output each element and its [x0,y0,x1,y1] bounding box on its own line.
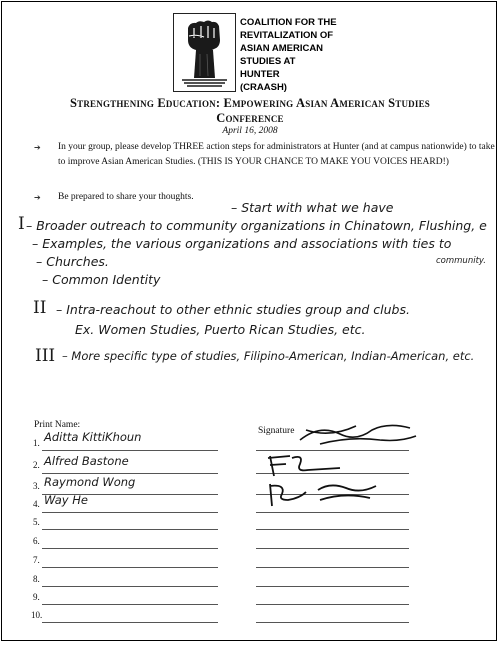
row-number: 4. [33,499,40,509]
signup-name: Alfred Bastone [44,454,129,468]
row-number: 10. [31,610,43,620]
handwritten-intra: – Intra-reachout to other ethnic studies group and clubs. [56,302,410,317]
document-page [1,1,497,641]
signature-line [256,548,409,549]
handwritten-outreach: – Broader outreach to community organizations in Chinatown, Flushing, e [26,218,487,233]
handwritten-churches: – Churches. [36,254,109,269]
row-number: 6. [33,536,40,546]
signature-line [256,567,409,568]
name-line [42,450,218,451]
name-line [42,529,218,530]
instruction-item-2: Be prepared to share your thoughts. [58,192,194,202]
signature-line [256,529,409,530]
signature-scribble-3 [260,478,390,510]
signature-scribble-1 [260,420,420,454]
instruction-item-1: In your group, please develop THREE action steps for administrators at Hunter (and at campus nationwide) to take to improve Asian American Studies. (THIS IS YOUR CHANCE TO MAKE YOU VOICES HEARD!) [58,142,495,167]
handwritten-roman-3: III [35,346,56,366]
name-line [42,586,218,587]
signature-line [256,512,409,513]
bullet-icon: ➔ [34,193,41,202]
conference-title-line1: Strengthening Education: Empowering Asian American Studies [69,96,430,110]
signup-name: Raymond Wong [44,475,136,489]
handwritten-community: community. [436,256,486,266]
name-line [42,512,218,513]
name-line [42,473,218,474]
row-number: 3. [33,481,40,491]
print-name-label: Print Name: [34,420,81,430]
handwritten-intra-examples: Ex. Women Studies, Puerto Rican Studies, etc. [75,322,366,337]
name-line [42,548,218,549]
handwritten-identity: – Common Identity [42,272,161,287]
signup-name: Aditta KittiKhoun [44,430,142,444]
conference-title [2,96,498,126]
handwritten-roman-2: II [33,298,47,318]
handwritten-roman-1: I [18,214,25,234]
row-number: 9. [33,592,40,602]
signature-line [256,586,409,587]
row-number: 2. [33,460,40,470]
handwritten-examples: – Examples, the various organizations and associations with ties to [32,236,452,251]
organization-name: COALITION FOR THE REVITALIZATION OF ASIAN AMERICAN STUDIES AT HUNTER (CRAASH) [240,17,337,93]
conference-date: April 16, 2008 [222,126,278,136]
row-number: 8. [33,574,40,584]
name-line [42,604,218,605]
row-number: 1. [33,438,40,448]
name-line [42,622,218,623]
row-number: 7. [33,555,40,565]
handwritten-start: – Start with what we have [231,200,394,215]
conference-title-line2: Conference [216,111,284,125]
fist-logo-icon [173,13,236,92]
row-number: 5. [33,517,40,527]
signup-name: Way He [44,493,88,507]
signature-line [256,604,409,605]
handwritten-specific: – More specific type of studies, Filipino-American, Indian-American, etc. [62,349,475,363]
bullet-icon: ➔ [34,143,41,152]
signature-label: Signature [258,426,295,436]
name-line [42,567,218,568]
signature-line [256,622,409,623]
signature-scribble-2 [260,450,370,480]
